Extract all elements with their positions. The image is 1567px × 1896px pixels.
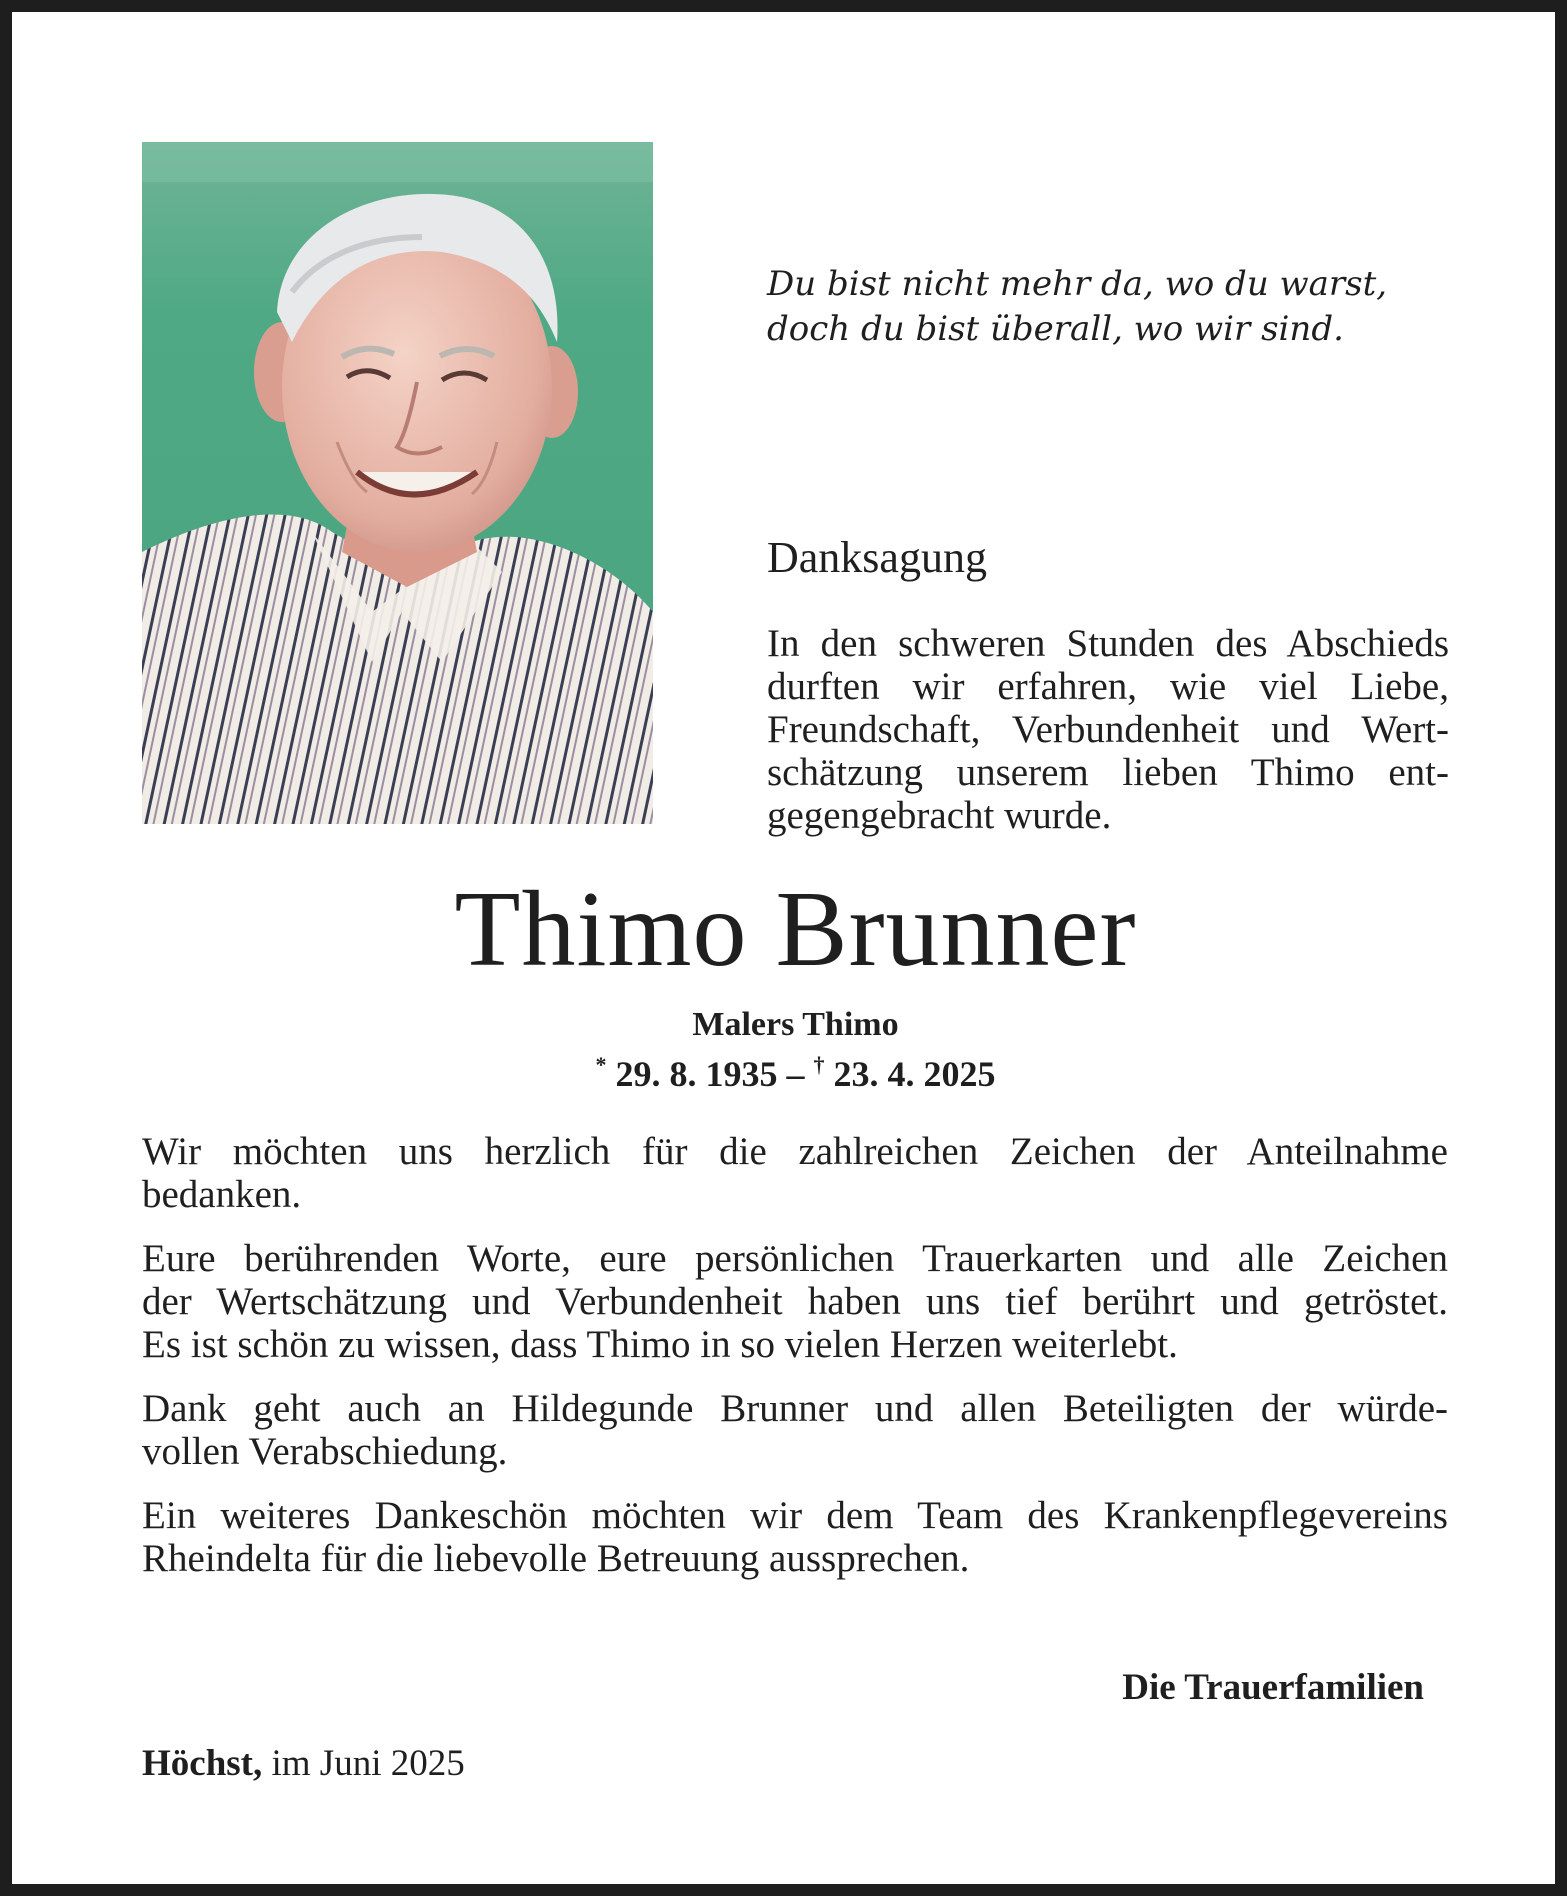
body-line: Ein weiteres Dankeschön möchten wir dem Team des Krankenpflegevereins [142, 1494, 1448, 1537]
death-cross-icon: † [813, 1052, 825, 1077]
body-line: Dank geht auch an Hildegunde Brunner und allen Beteiligten der würde- [142, 1387, 1448, 1430]
portrait-photo [142, 142, 653, 824]
death-date: 23. 4. 2025 [833, 1054, 996, 1094]
birth-star-icon: * [595, 1052, 607, 1077]
body-line: bedanken. [142, 1173, 302, 1216]
birth-date: 29. 8. 1935 [615, 1054, 778, 1094]
body-line: vollen Verabschiedung. [142, 1430, 508, 1473]
life-dates [12, 1052, 1567, 1096]
thanks-text [767, 622, 1449, 837]
portrait-illustration [142, 142, 653, 824]
body-line: der Wertschätzung und Verbundenheit haben uns tief berührt und getröstet. [142, 1280, 1448, 1323]
date-separator: – [786, 1054, 805, 1094]
signature: Die Trauerfamilien [1122, 1667, 1424, 1708]
place-town: Höchst, [142, 1743, 263, 1784]
deceased-name: Thimo Brunner [454, 870, 1137, 989]
body-text [142, 1130, 1448, 1601]
body-line: Rheindelta für die liebevolle Betreuung aussprechen. [142, 1537, 970, 1580]
thanks-line: durften wir erfahren, wie viel Liebe, [767, 665, 1449, 708]
place-and-date [142, 1742, 465, 1786]
body-paragraph [142, 1237, 1448, 1366]
body-paragraph [142, 1494, 1448, 1580]
deceased-nickname: Malers Thimo [692, 1006, 899, 1043]
thanks-line: gegengebracht wurde. [767, 794, 1112, 837]
thanks-line: Freundschaft, Verbundenheit und Wert- [767, 708, 1449, 751]
body-paragraph [142, 1130, 1448, 1216]
thanks-line: schätzung unserem lieben Thimo ent- [767, 751, 1449, 794]
body-line: Eure berührenden Worte, eure persönlichen Trauerkarten und alle Zeichen [142, 1237, 1448, 1280]
body-paragraph [142, 1387, 1448, 1473]
motto-quote [767, 262, 1467, 352]
thanks-title: Danksagung [767, 533, 987, 582]
body-line: Es ist schön zu wissen, dass Thimo in so vielen Herzen weiterlebt. [142, 1323, 1178, 1366]
body-line: Wir möchten uns herzlich für die zahlreichen Zeichen der Anteilnahme [142, 1130, 1448, 1173]
motto-line: doch du bist überall, wo wir sind. [767, 309, 1344, 349]
place-date: im Juni 2025 [271, 1743, 465, 1784]
motto-line: Du bist nicht mehr da, wo du warst, [767, 264, 1388, 304]
thanks-line: In den schweren Stunden des Abschieds [767, 622, 1449, 665]
